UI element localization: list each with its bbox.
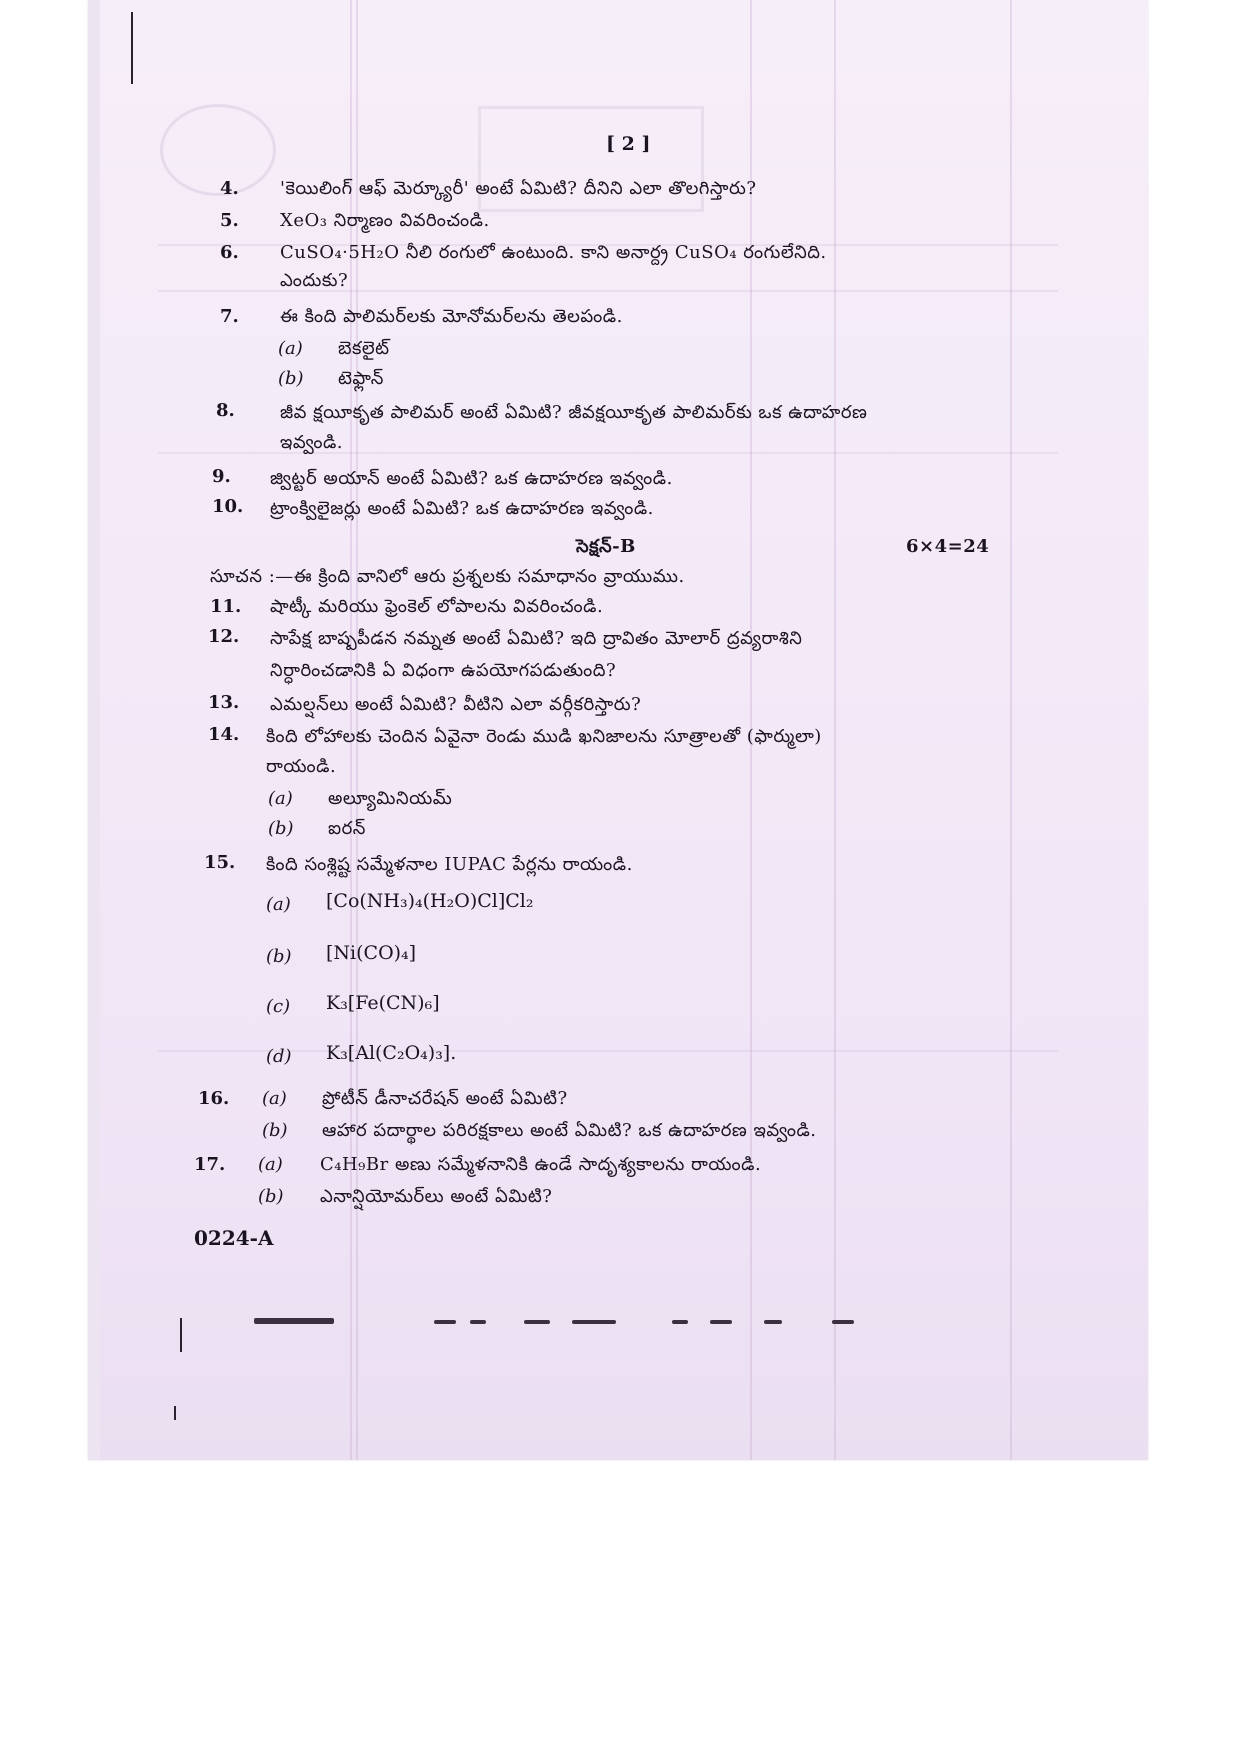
option-text: C₄H₉Br అణు సమ్మేళనానికి ఉండే సాదృశ్యకాలను రాయండి.	[320, 1154, 762, 1175]
option-label: (a)	[278, 338, 303, 359]
question-text: XeO₃ నిర్మాణం వివరించండి.	[280, 210, 490, 231]
question-number: 13.	[208, 692, 240, 713]
scan-streak	[834, 0, 836, 1460]
question-number: 7.	[220, 306, 239, 327]
scan-mark	[180, 1318, 182, 1352]
question-text: నిర్ధారించడానికి ఏ విధంగా ఉపయోగపడుతుంది?	[270, 660, 617, 681]
question-number: 5.	[220, 210, 239, 231]
page-number: [ 2 ]	[606, 133, 651, 155]
formula: [Co(NH₃)₄(H₂O)Cl]Cl₂	[326, 890, 534, 912]
question-text: జీవ క్షయీకృత పాలిమర్ అంటే ఏమిటి? జీవక్షయీకృత పాలిమర్‌కు ఒక ఉదాహరణ	[280, 402, 868, 423]
option-text: బెకలైట్	[338, 338, 390, 359]
formula: [Ni(CO)₄]	[326, 942, 417, 964]
option-label: (b)	[266, 946, 292, 967]
question-number: 14.	[208, 724, 240, 745]
scan-mark	[174, 1406, 176, 1420]
question-number: 4.	[220, 178, 239, 199]
option-text: ఎనాన్షియోమర్‌లు అంటే ఏమిటి?	[320, 1186, 553, 1207]
scan-mark	[254, 1318, 334, 1324]
scan-mark	[672, 1320, 688, 1324]
option-label: (d)	[266, 1046, 292, 1067]
question-text: కింది లోహాలకు చెందిన ఏవైనా రెండు ముడి ఖనిజాలను సూత్రాలతో (ఫార్ములా)	[266, 726, 822, 747]
question-text: సాపేక్ష బాష్పపీడన నమ్నత అంటే ఏమిటి? ఇది ద్రావితం మోలార్ ద్రవ్యరాశిని	[270, 628, 803, 649]
question-text: 'కెయిలింగ్ ఆఫ్ మెర్క్యూరీ' అంటే ఏమిటి? దీనిని ఎలా తొలగిస్తారు?	[280, 178, 757, 199]
formula: K₃[Fe(CN)₆]	[326, 992, 440, 1014]
scan-mark	[832, 1320, 854, 1324]
question-text: CuSO₄·5H₂O నీలి రంగులో ఉంటుంది. కాని అనార్ద్ర CuSO₄ రంగులేనిది.	[280, 242, 827, 263]
bleed-rule	[158, 1050, 1058, 1052]
question-text: ఎందుకు?	[280, 270, 349, 291]
option-text: టెఫ్లాన్	[338, 368, 384, 389]
scan-mark	[434, 1320, 456, 1324]
question-number: 10.	[212, 496, 244, 517]
question-number: 12.	[208, 626, 240, 647]
question-number: 15.	[204, 852, 236, 873]
section-instruction: సూచన :—ఈ క్రింది వానిలో ఆరు ప్రశ్నలకు సమాధానం వ్రాయుము.	[210, 566, 685, 587]
question-text: ఎమల్షన్‌లు అంటే ఏమిటి? వీటిని ఎలా వర్గీకరిస్తారు?	[270, 694, 642, 715]
question-text: కింది సంశ్లిష్ట సమ్మేళనాల IUPAC పేర్లను రాయండి.	[266, 854, 633, 875]
option-label: (a)	[266, 894, 291, 915]
question-number: 16.	[198, 1088, 230, 1109]
option-label: (a)	[268, 788, 293, 809]
question-text: ఈ కింది పాలిమర్‌లకు మోనోమర్‌లను తెలపండి.	[280, 306, 623, 327]
scan-streak	[1010, 0, 1012, 1460]
question-number: 17.	[194, 1154, 226, 1175]
scan-edge	[88, 0, 100, 1460]
scan-mark	[572, 1320, 616, 1324]
question-text: రాయండి.	[266, 756, 337, 777]
question-text: ఇవ్వండి.	[280, 432, 344, 453]
question-number: 8.	[216, 400, 235, 421]
option-label: (a)	[262, 1088, 287, 1109]
scan-mark	[524, 1320, 550, 1324]
section-heading: సెక్షన్-B	[576, 536, 636, 557]
option-label: (b)	[268, 818, 294, 839]
option-label: (b)	[278, 368, 304, 389]
option-text: ఐరన్	[328, 818, 366, 839]
bleed-circle	[160, 104, 276, 196]
scan-mark	[131, 12, 133, 84]
option-text: ప్రోటీన్ డీనాచరేషన్ అంటే ఏమిటి?	[322, 1088, 568, 1109]
scan-mark	[764, 1320, 782, 1324]
section-marks: 6×4=24	[906, 536, 990, 557]
paper-code: 0224-A	[194, 1226, 274, 1250]
question-text: షాట్కీ మరియు ఫ్రెంకెల్ లోపాలను వివరించండి.	[270, 596, 604, 617]
option-text: ఆహార పదార్థాల పరిరక్షకాలు అంటే ఏమిటి? ఒక ఉదాహరణ ఇవ్వండి.	[322, 1120, 817, 1141]
formula: K₃[Al(C₂O₄)₃].	[326, 1042, 457, 1064]
option-label: (b)	[258, 1186, 284, 1207]
question-number: 11.	[210, 596, 242, 617]
question-number: 6.	[220, 242, 239, 263]
option-label: (a)	[258, 1154, 283, 1175]
scan-mark	[710, 1320, 732, 1324]
option-label: (b)	[262, 1120, 288, 1141]
question-number: 9.	[212, 466, 231, 487]
question-text: ట్రాంక్విలైజర్లు అంటే ఏమిటి? ఒక ఉదాహరణ ఇవ్వండి.	[270, 498, 654, 519]
scan-mark	[470, 1320, 486, 1324]
option-label: (c)	[266, 996, 291, 1017]
option-text: అల్యూమినియమ్	[328, 788, 453, 809]
question-text: జ్విట్టర్ అయాన్ అంటే ఏమిటి? ఒక ఉదాహరణ ఇవ్వండి.	[270, 468, 673, 489]
